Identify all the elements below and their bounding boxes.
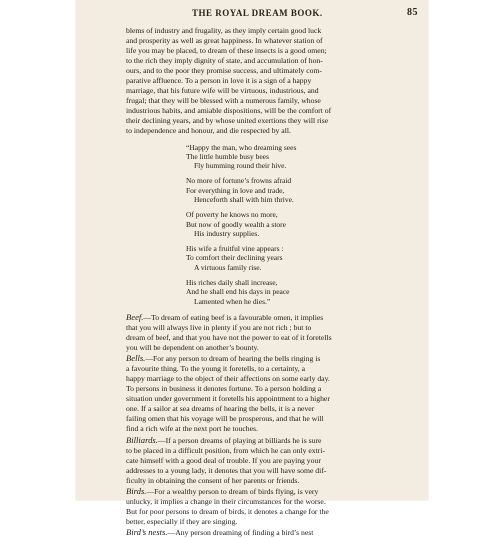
entry-heading: Billiards. xyxy=(126,434,158,445)
text-line: ours, and to the poor they promise success, and ultimately com- xyxy=(126,66,322,76)
text-line: But for poor persons to dream of birds, it denotes a change for the xyxy=(126,506,329,516)
entry-text: —If a person dreams of playing at billiards he is sure xyxy=(157,435,322,445)
book-page xyxy=(76,0,428,537)
text-line xyxy=(126,353,418,364)
text-line: blems of industry and frugality, as they imply certain good luck xyxy=(126,26,322,35)
text-line xyxy=(126,312,418,323)
text-line xyxy=(126,527,418,538)
poem-line: Fly humming round their hive. xyxy=(194,161,287,171)
entry-text: —For any person to dream of hearing the bells ringing is xyxy=(145,354,321,364)
text-line: dream of beef, and that you have not the power to eat of it foretells xyxy=(126,333,332,343)
text-line xyxy=(126,486,418,497)
poem-line: His wife a fruitful vine appears : xyxy=(186,244,284,254)
text-line: To persons in business it denotes fortune. To a person holding a xyxy=(126,384,322,394)
poem-line: The little humble busy bees xyxy=(186,151,269,161)
text-line: that you will always live in plenty if you are not rich ; but to xyxy=(126,323,312,333)
poem-line: Lamented when he dies.” xyxy=(194,296,271,306)
poem-line: Henceforth shall with him thrive. xyxy=(194,195,294,204)
text-line: find a rich wife at the next port he touches. xyxy=(126,424,258,434)
running-title: THE ROYAL DREAM BOOK. xyxy=(192,8,323,18)
poem-stanza xyxy=(186,278,418,306)
entry-billiards xyxy=(126,435,418,486)
entry-text: —For a wealthy person to dream of birds flying, is very xyxy=(146,486,319,496)
text-line: their declining years, and by whose united exertions they will rise xyxy=(126,116,329,126)
text-line: parative affluence. To a person in love it is a sign of a happy xyxy=(126,76,312,86)
text-line: unlucky, it implies a change in their circumstances for the worse. xyxy=(126,496,326,506)
poem-stanza xyxy=(186,176,418,204)
poem-stanza xyxy=(186,244,418,272)
entry-birds-nests xyxy=(126,527,418,538)
entry-heading: Beef. xyxy=(126,311,144,322)
text-line: one. If a sailor at sea dreams of hearing the bells, it is a never xyxy=(126,404,315,414)
intro-paragraph xyxy=(126,26,418,137)
text-line: marriage, that his future wife will be virtuous, industrious, and xyxy=(126,86,319,96)
poem-line: No more of fortune’s frowns afraid xyxy=(186,176,292,186)
text-line: to the rich they imply dignity of state, and accumulation of hon- xyxy=(126,56,323,66)
body-text xyxy=(126,26,418,538)
poem-line: A virtuous family rise. xyxy=(194,262,262,272)
poem-line: Of poverty he knows no more, xyxy=(186,210,278,220)
text-line: frugal; that they will be blessed with a numerous family, whose xyxy=(126,96,321,106)
text-line: happy marriage to the object of their affections on some early day. xyxy=(126,374,330,384)
text-line xyxy=(126,435,418,446)
poem-stanza xyxy=(186,210,418,238)
entry-heading: Bird’s nests. xyxy=(126,526,168,537)
poem-stanza xyxy=(186,143,418,171)
entry-beef xyxy=(126,312,418,353)
entry-bells xyxy=(126,353,418,434)
poem-line: His riches daily shall increase, xyxy=(186,278,278,288)
text-line: failing omen that his voyage will be prosperous, and that he will xyxy=(126,414,324,424)
text-line: a favourite thing. To the young it foretells, to a certainty, a xyxy=(126,364,305,374)
poem-line: To comfort their declining years xyxy=(186,253,283,263)
entry-text: —Any person dreaming of finding a bird’s nest xyxy=(167,527,314,537)
text-line: situation under government it foretells his appointment to a higher xyxy=(126,394,330,404)
text-line: and prosperity as well as great happiness. In whatever station of xyxy=(126,36,323,46)
poem-line: For everything in love and trade, xyxy=(186,185,285,195)
poem-line: And he shall end his days in peace xyxy=(186,287,290,297)
text-line: cate himself with a good deal of trouble. If you are paying your xyxy=(126,455,321,465)
page-number: 85 xyxy=(407,7,418,18)
entry-birds xyxy=(126,486,418,527)
poem-line: His industry supplies. xyxy=(194,228,260,238)
text-line: addresses to a young lady, it denotes that you will have some dif- xyxy=(126,465,327,475)
text-line: to be placed in a difficult position, from which he can only extri- xyxy=(126,445,326,455)
entry-text: —To dream of eating beef is a favourable omen, it implies xyxy=(143,312,324,322)
entry-heading: Birds. xyxy=(126,485,147,496)
running-head xyxy=(76,8,428,22)
text-line: ficulty in obtaining the consent of her parents or friends. xyxy=(126,475,300,485)
text-line: you will be dependent on another’s bounty. xyxy=(126,343,259,353)
text-line: better, especially if they are singing. xyxy=(126,516,238,526)
text-line: industrious habits, and amiable dispositions, will be the comfort of xyxy=(126,106,332,116)
text-line: life you may be placed, to dream of these insects is a good omen; xyxy=(126,46,327,56)
poem-line: But now of goodly wealth a store xyxy=(186,219,286,229)
poem-line: “Happy the man, who dreaming sees xyxy=(186,142,297,152)
entry-heading: Bells. xyxy=(126,353,146,364)
text-line: to independence and honour, and die respected by all. xyxy=(126,126,291,136)
poem xyxy=(186,143,418,306)
